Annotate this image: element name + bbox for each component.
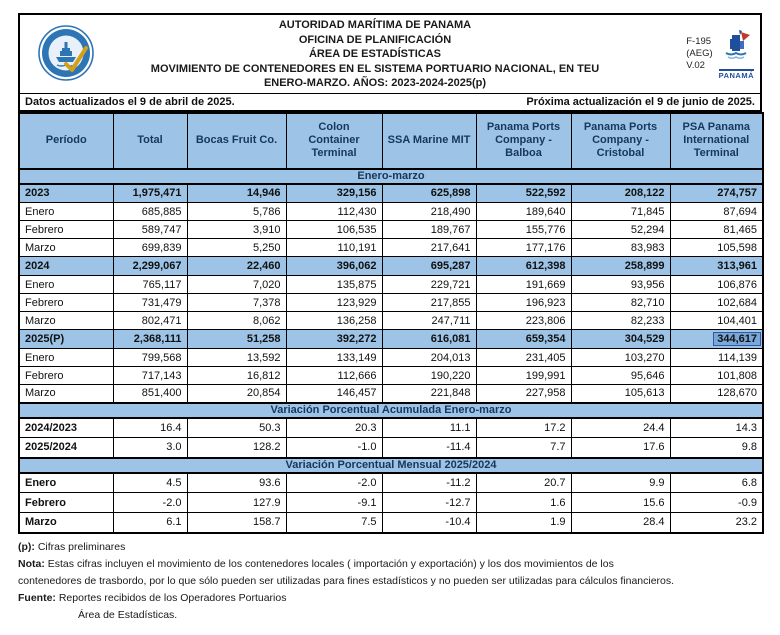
- value-cell: 247,711: [382, 312, 476, 330]
- nota-line-1: [18, 556, 762, 573]
- value-cell: 191,669: [476, 276, 571, 294]
- row-label: Marzo: [19, 513, 113, 533]
- value-cell: 71,845: [571, 203, 670, 221]
- value-cell: 123,929: [286, 294, 382, 312]
- value-cell: 155,776: [476, 221, 571, 239]
- value-cell: 17.2: [476, 418, 571, 438]
- value-cell: 105,598: [670, 239, 763, 257]
- value-cell: [670, 330, 763, 349]
- value-cell: 110,191: [286, 239, 382, 257]
- value-cell: 522,592: [476, 184, 571, 203]
- value-cell: 133,149: [286, 349, 382, 367]
- value-cell: 9.9: [571, 473, 670, 493]
- value-cell: 17.6: [571, 438, 670, 458]
- month-row: [19, 385, 763, 403]
- value-cell: 24.4: [571, 418, 670, 438]
- selected-cell-highlight: 344,617: [713, 332, 761, 346]
- section-header-row: [19, 169, 763, 184]
- value-cell: 208,122: [571, 184, 670, 203]
- column-header-row: [19, 113, 763, 169]
- value-cell: -2.0: [286, 473, 382, 493]
- value-cell: 392,272: [286, 330, 382, 349]
- fuente-line: [18, 590, 762, 607]
- section-header-row: [19, 458, 763, 473]
- value-cell: 16.4: [113, 418, 187, 438]
- row-label: Enero: [19, 203, 113, 221]
- value-cell: 1.9: [476, 513, 571, 533]
- col-header-ppc-balboa: Panama Ports Company - Balboa: [476, 113, 571, 169]
- value-cell: 227,958: [476, 385, 571, 403]
- value-cell: 104,401: [670, 312, 763, 330]
- month-row: [19, 294, 763, 312]
- value-cell: 625,898: [382, 184, 476, 203]
- value-cell: 2,299,067: [113, 257, 187, 276]
- value-cell: 217,641: [382, 239, 476, 257]
- row-label: Marzo: [19, 385, 113, 403]
- value-cell: 2,368,111: [113, 330, 187, 349]
- updated-text: Datos actualizados el 9 de abril de 2025.: [25, 95, 235, 108]
- col-header-ssa-marine: SSA Marine MIT: [382, 113, 476, 169]
- preliminary-note-text: Cifras preliminares: [37, 540, 126, 553]
- row-label: 2025(P): [19, 330, 113, 349]
- value-cell: 106,535: [286, 221, 382, 239]
- ratio-row: [19, 418, 763, 438]
- nota-line-2: [18, 573, 762, 590]
- value-cell: 685,885: [113, 203, 187, 221]
- value-cell: -12.7: [382, 493, 476, 513]
- value-cell: 612,398: [476, 257, 571, 276]
- area-line: Área de Estadísticas.: [78, 608, 178, 621]
- row-label: 2024/2023: [19, 418, 113, 438]
- col-header-total: Total: [113, 113, 187, 169]
- header-top: [20, 15, 760, 93]
- value-cell: 765,117: [113, 276, 187, 294]
- value-cell: -1.0: [286, 438, 382, 458]
- value-cell: 616,081: [382, 330, 476, 349]
- form-code-org: (AEG): [686, 48, 713, 60]
- row-label: Enero: [19, 349, 113, 367]
- value-cell: 204,013: [382, 349, 476, 367]
- value-cell: 22,460: [187, 257, 286, 276]
- month-row: [19, 367, 763, 385]
- value-cell: -11.2: [382, 473, 476, 493]
- footnotes: [18, 539, 762, 624]
- value-cell: 11.1: [382, 418, 476, 438]
- value-cell: 82,233: [571, 312, 670, 330]
- value-cell: -0.9: [670, 493, 763, 513]
- amp-logo-icon: [26, 24, 106, 84]
- fuente-text: Reportes recibidos de los Operadores Portuarios: [58, 591, 287, 604]
- month-row: [19, 312, 763, 330]
- section-title: Variación Porcentual Acumulada Enero-marzo: [19, 403, 763, 418]
- value-cell: 6.1: [113, 513, 187, 533]
- value-cell: 14,946: [187, 184, 286, 203]
- value-cell: 802,471: [113, 312, 187, 330]
- section-title: Variación Porcentual Mensual 2025/2024: [19, 458, 763, 473]
- value-cell: 699,839: [113, 239, 187, 257]
- value-cell: 6.8: [670, 473, 763, 493]
- value-cell: 114,139: [670, 349, 763, 367]
- value-cell: 196,923: [476, 294, 571, 312]
- value-cell: 7,020: [187, 276, 286, 294]
- value-cell: 28.4: [571, 513, 670, 533]
- value-cell: 3,910: [187, 221, 286, 239]
- ratio-row: [19, 438, 763, 458]
- value-cell: -11.4: [382, 438, 476, 458]
- col-header-bocas-fruit: Bocas Fruit Co.: [187, 113, 286, 169]
- value-cell: 50.3: [187, 418, 286, 438]
- value-cell: 112,666: [286, 367, 382, 385]
- value-cell: 4.5: [113, 473, 187, 493]
- row-label: Enero: [19, 473, 113, 493]
- title-line-3: ÁREA DE ESTADÍSTICAS: [308, 48, 441, 60]
- ratio-row: [19, 493, 763, 513]
- value-cell: 799,568: [113, 349, 187, 367]
- value-cell: 103,270: [571, 349, 670, 367]
- section-header-row: [19, 403, 763, 418]
- value-cell: 128,670: [670, 385, 763, 403]
- value-cell: 20.7: [476, 473, 571, 493]
- value-cell: 274,757: [670, 184, 763, 203]
- month-row: [19, 349, 763, 367]
- ratio-row: [19, 473, 763, 493]
- document: [18, 13, 762, 624]
- value-cell: 304,529: [571, 330, 670, 349]
- value-cell: 851,400: [113, 385, 187, 403]
- value-cell: 313,961: [670, 257, 763, 276]
- row-label: Enero: [19, 276, 113, 294]
- year-row: [19, 257, 763, 276]
- value-cell: 258,899: [571, 257, 670, 276]
- value-cell: 15.6: [571, 493, 670, 513]
- value-cell: 717,143: [113, 367, 187, 385]
- col-header-psa-panama: PSA Panama International Terminal: [670, 113, 763, 169]
- value-cell: 189,767: [382, 221, 476, 239]
- col-header-ppc-cristobal: Panama Ports Company - Cristobal: [571, 113, 670, 169]
- value-cell: 7,378: [187, 294, 286, 312]
- form-code-version: V.02: [686, 60, 705, 72]
- table-body: [19, 169, 763, 533]
- preliminary-note-label: (p):: [18, 540, 35, 553]
- value-cell: 223,806: [476, 312, 571, 330]
- value-cell: 102,684: [670, 294, 763, 312]
- value-cell: 731,479: [113, 294, 187, 312]
- value-cell: -10.4: [382, 513, 476, 533]
- value-cell: 87,694: [670, 203, 763, 221]
- title-line-2: OFICINA DE PLANIFICACIÓN: [298, 33, 452, 46]
- value-cell: 146,457: [286, 385, 382, 403]
- row-label: Marzo: [19, 239, 113, 257]
- value-cell: 93,956: [571, 276, 670, 294]
- title-block: [106, 18, 644, 91]
- value-cell: 221,848: [382, 385, 476, 403]
- form-code: [686, 36, 712, 72]
- month-row: [19, 203, 763, 221]
- nota-text-1: Estas cifras incluyen el movimiento de los contenedores locales ( importación y exportación) y los dos movimientos de los: [47, 557, 614, 570]
- value-cell: 5,786: [187, 203, 286, 221]
- year-row: [19, 330, 763, 349]
- row-label: 2023: [19, 184, 113, 203]
- value-cell: 128.2: [187, 438, 286, 458]
- nota-label: Nota:: [18, 557, 45, 570]
- row-label: 2025/2024: [19, 438, 113, 458]
- value-cell: 695,287: [382, 257, 476, 276]
- value-cell: 112,430: [286, 203, 382, 221]
- col-header-periodo: Período: [19, 113, 113, 169]
- value-cell: 23.2: [670, 513, 763, 533]
- value-cell: 83,983: [571, 239, 670, 257]
- value-cell: 20,854: [187, 385, 286, 403]
- row-label: Febrero: [19, 294, 113, 312]
- value-cell: 93.6: [187, 473, 286, 493]
- value-cell: -2.0: [113, 493, 187, 513]
- value-cell: 231,405: [476, 349, 571, 367]
- col-header-colon-container: Colon Container Terminal: [286, 113, 382, 169]
- title-line-5: ENERO-MARZO. AÑOS: 2023-2024-2025(p): [263, 77, 487, 89]
- panama-logo-word: PANAMÁ: [718, 70, 754, 80]
- ratio-row: [19, 513, 763, 533]
- form-code-number: F-195: [686, 36, 712, 48]
- value-cell: 329,156: [286, 184, 382, 203]
- amp-emblem-svg: [36, 24, 96, 84]
- value-cell: 13,592: [187, 349, 286, 367]
- value-cell: 7.5: [286, 513, 382, 533]
- value-cell: 101,808: [670, 367, 763, 385]
- next-update-text: Próxima actualización el 9 de junio de 2025.: [526, 95, 755, 108]
- panama-logo-svg: [719, 29, 753, 63]
- value-cell: 1.6: [476, 493, 571, 513]
- value-cell: -9.1: [286, 493, 382, 513]
- value-cell: 136,258: [286, 312, 382, 330]
- value-cell: 189,640: [476, 203, 571, 221]
- year-row: [19, 184, 763, 203]
- value-cell: 16,812: [187, 367, 286, 385]
- row-label: Febrero: [19, 493, 113, 513]
- fuente-label: Fuente:: [18, 591, 56, 604]
- value-cell: 3.0: [113, 438, 187, 458]
- value-cell: 5,250: [187, 239, 286, 257]
- value-cell: 1,975,471: [113, 184, 187, 203]
- value-cell: 81,465: [670, 221, 763, 239]
- row-label: Febrero: [19, 367, 113, 385]
- value-cell: 127.9: [187, 493, 286, 513]
- value-cell: 105,613: [571, 385, 670, 403]
- value-cell: 95,646: [571, 367, 670, 385]
- value-cell: 229,721: [382, 276, 476, 294]
- value-cell: 9.8: [670, 438, 763, 458]
- section-title: Enero-marzo: [19, 169, 763, 184]
- month-row: [19, 221, 763, 239]
- month-row: [19, 276, 763, 294]
- panama-brand-logo-icon: [719, 29, 754, 80]
- value-cell: 51,258: [187, 330, 286, 349]
- value-cell: 20.3: [286, 418, 382, 438]
- value-cell: 218,490: [382, 203, 476, 221]
- value-cell: 659,354: [476, 330, 571, 349]
- value-cell: 190,220: [382, 367, 476, 385]
- row-label: Marzo: [19, 312, 113, 330]
- nota-text-2: contenedores de trasbordo, por lo que sólo pueden ser utilizadas para fines estadísticos y no pueden ser utilizadas para cálculos financieros.: [18, 574, 675, 587]
- container-statistics-table: [18, 112, 764, 534]
- value-cell: 396,062: [286, 257, 382, 276]
- title-line-4: MOVIMIENTO DE CONTENEDORES EN EL SISTEMA PORTUARIO NACIONAL, EN TEU: [150, 62, 600, 75]
- value-cell: 158.7: [187, 513, 286, 533]
- value-cell: 106,876: [670, 276, 763, 294]
- value-cell: 177,176: [476, 239, 571, 257]
- value-cell: 82,710: [571, 294, 670, 312]
- header-box: [18, 13, 762, 112]
- value-cell: 14.3: [670, 418, 763, 438]
- value-cell: 217,855: [382, 294, 476, 312]
- month-row: [19, 239, 763, 257]
- form-id-block: [644, 29, 754, 80]
- row-label: Febrero: [19, 221, 113, 239]
- value-cell: 135,875: [286, 276, 382, 294]
- value-cell: 7.7: [476, 438, 571, 458]
- value-cell: 199,991: [476, 367, 571, 385]
- update-info-row: [20, 93, 760, 110]
- value-cell: 8,062: [187, 312, 286, 330]
- value-cell: 589,747: [113, 221, 187, 239]
- title-line-1: AUTORIDAD MARÍTIMA DE PANAMA: [278, 19, 472, 31]
- preliminary-note: [18, 539, 762, 556]
- value-cell: 52,294: [571, 221, 670, 239]
- row-label: 2024: [19, 257, 113, 276]
